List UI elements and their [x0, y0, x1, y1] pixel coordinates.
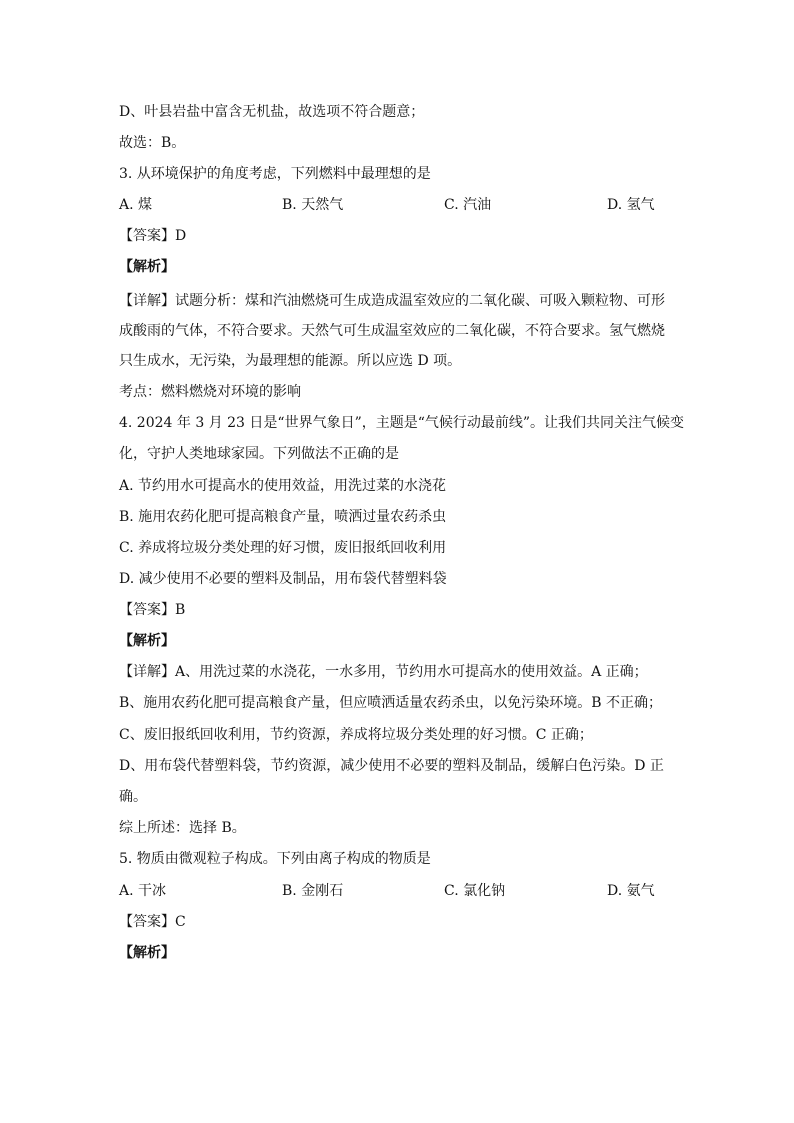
q4-option-a: A. 节约用水可提高水的使用效益，用洗过菜的水浇花: [119, 478, 447, 494]
question-4-stem-1: 4. 2024 年 3 月 23 日是“世界气象日”，主题是“气候行动最前线”。让我们共同关注气候变: [119, 415, 685, 431]
q5-option-b: B. 金刚石: [282, 883, 344, 899]
q4-explanation-a: 【详解】A、用洗过菜的水浇花，一水多用，节约用水可提高水的使用效益。A 正确；: [119, 664, 648, 680]
q4-option-d: D. 减少使用不必要的塑料及制品，用布袋代替塑料袋: [119, 571, 447, 587]
q3-option-a: A. 煤: [119, 197, 153, 213]
q4-option-b: B. 施用农药化肥可提高粮食产量，喷洒过量农药杀虫: [119, 509, 447, 525]
q4-option-c: C. 养成将垃圾分类处理的好习惯，废旧报纸回收利用: [119, 540, 447, 556]
q3-option-c: C. 汽油: [444, 197, 492, 213]
q3-explanation-3: 只生成水，无污染，为最理想的能源。所以应选 D 项。: [119, 353, 462, 369]
question-3-stem: 3. 从环境保护的角度考虑，下列燃料中最理想的是: [119, 166, 431, 182]
q4-summary: 综上所述：选择 B。: [119, 820, 246, 836]
q5-option-a: A. 干冰: [119, 883, 167, 899]
q4-analysis-heading: 【解析】: [119, 633, 175, 649]
q4-answer: 【答案】B: [119, 602, 186, 618]
q3-explanation-2: 成酸雨的气体，不符合要求。天然气可生成温室效应的二氧化碳，不符合要求。氢气燃烧: [119, 323, 665, 339]
q4-explanation-d-cont: 确。: [119, 789, 147, 805]
q4-explanation-c: C、废旧报纸回收利用，节约资源，养成将垃圾分类处理的好习惯。C 正确；: [119, 727, 593, 743]
q3-option-b: B. 天然气: [282, 197, 344, 213]
q3-analysis-heading: 【解析】: [119, 259, 175, 275]
q5-answer: 【答案】C: [119, 914, 186, 930]
q5-option-c: C. 氯化钠: [444, 883, 506, 899]
q4-explanation-b: B、施用农药化肥可提高粮食产量，但应喷洒适量农药杀虫，以免污染环境。B 不正确；: [119, 695, 663, 711]
q3-explanation-1: 【详解】试题分析：煤和汽油燃烧可生成造成温室效应的二氧化碳、可吸入颗粒物、可形: [119, 293, 665, 309]
question-4-stem-2: 化，守护人类地球家园。下列做法不正确的是: [119, 446, 399, 462]
q3-option-d: D. 氢气: [607, 197, 655, 213]
q5-option-d: D. 氨气: [607, 883, 655, 899]
q3-kaodian: 考点：燃料燃烧对环境的影响: [119, 384, 301, 400]
line-2: 故选：B。: [119, 135, 186, 151]
question-5-stem: 5. 物质由微观粒子构成。下列由离子构成的物质是: [119, 851, 431, 867]
q4-explanation-d: D、用布袋代替塑料袋，节约资源，减少使用不必要的塑料及制品，缓解白色污染。D 正: [119, 758, 664, 774]
q3-answer: 【答案】D: [119, 228, 187, 244]
q5-analysis-heading: 【解析】: [119, 945, 175, 961]
line-1: D、叶县岩盐中富含无机盐，故选项不符合题意；: [119, 104, 425, 120]
